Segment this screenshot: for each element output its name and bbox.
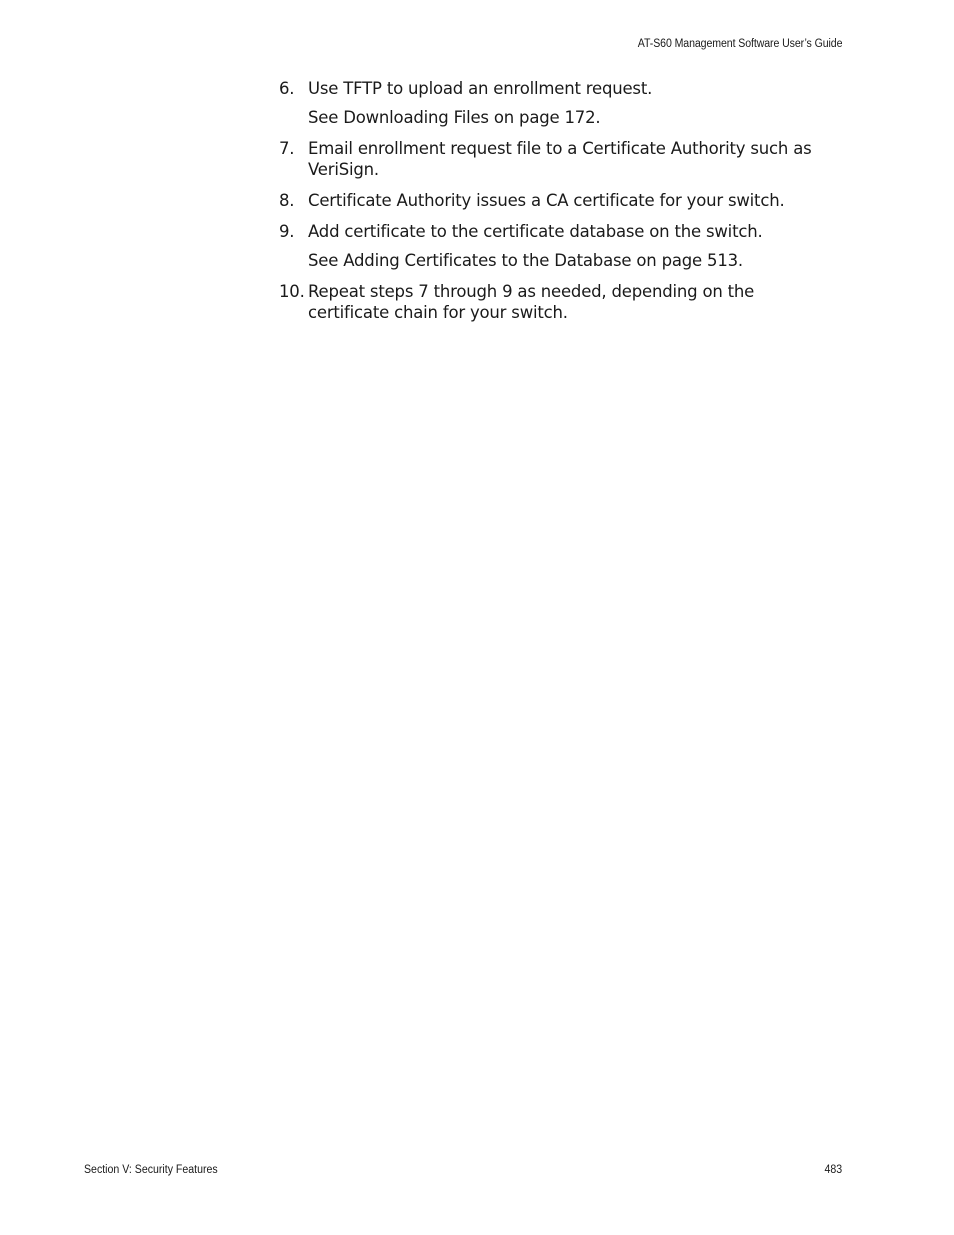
step-9	[279, 221, 839, 242]
step-text: Repeat steps 7 through 9 as needed, depending on the certificate chain for your switch.	[308, 282, 755, 322]
step-number: 9.	[279, 222, 295, 241]
footer-page-number: 483	[824, 1164, 842, 1176]
step-6-note: See Downloading Files on page 172.	[308, 108, 601, 127]
step-text: Use TFTP to upload an enrollment request.	[308, 79, 653, 98]
step-6	[279, 78, 839, 99]
step-text: Certificate Authority issues a CA certificate for your switch.	[308, 191, 785, 210]
step-number: 10.	[279, 282, 305, 301]
footer-section: Section V: Security Features	[84, 1164, 218, 1176]
step-number: 7.	[279, 139, 295, 158]
step-7	[279, 138, 839, 180]
step-10	[279, 281, 839, 323]
running-header: AT-S60 Management Software User’s Guide	[637, 38, 842, 50]
step-number: 8.	[279, 191, 295, 210]
step-9-note: See Adding Certificates to the Database on page 513.	[308, 251, 743, 270]
step-text: Email enrollment request file to a Certificate Authority such as VeriSign.	[308, 139, 812, 179]
step-8	[279, 190, 839, 211]
step-text: Add certificate to the certificate database on the switch.	[308, 222, 763, 241]
step-number: 6.	[279, 79, 295, 98]
procedure-steps	[279, 78, 839, 333]
